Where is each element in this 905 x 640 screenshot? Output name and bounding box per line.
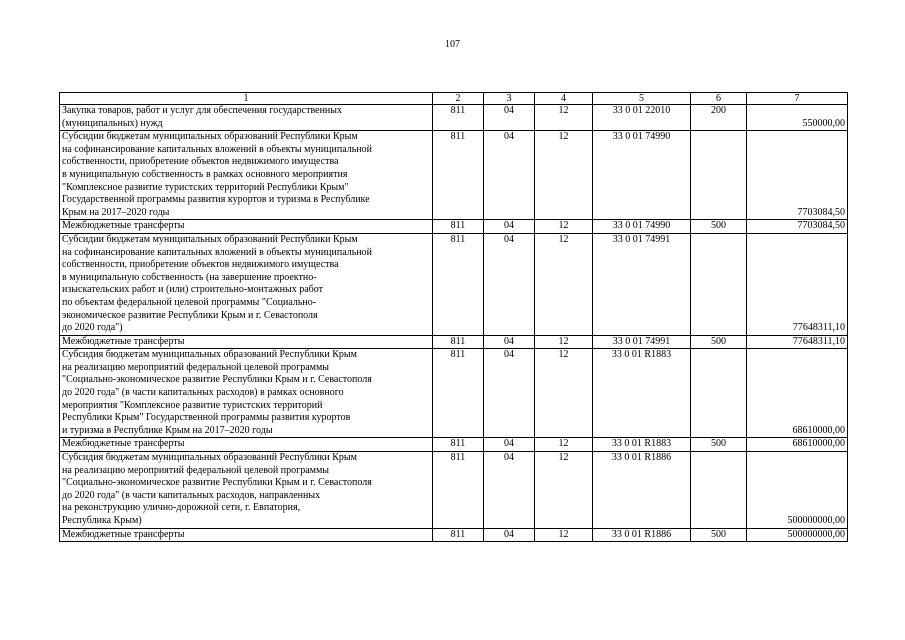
- row-col5-cell: 33 0 01 22010: [593, 105, 691, 131]
- row-col6-cell: [691, 131, 747, 220]
- row-amount-cell: 500000000,00: [747, 452, 848, 529]
- row-name-cell: Субсидия бюджетам муниципальных образований Республики Крым на реализацию мероприятий федеральной целевой программы "Социально-экономическое развитие Республики Крым и г. Севастополя до 2020 года" (в части капитальных расходов) в рамках основного мероприятия "Комплексное развитие туристских территорий Республики Крым" Государственной программы развития курортов и туризма в Республике Крым на 2017–2020 годы: [60, 349, 433, 438]
- row-amount-cell: 68610000,00: [747, 438, 848, 452]
- row-col2-cell: 811: [433, 528, 484, 542]
- table-row: [60, 438, 848, 452]
- row-name-cell: Закупка товаров, работ и услуг для обеспечения государственных (муниципальных) нужд: [60, 105, 433, 131]
- row-name-cell: Межбюджетные трансферты: [60, 220, 433, 234]
- table-body: [60, 105, 848, 542]
- row-col4-cell: 12: [535, 438, 593, 452]
- table-row: [60, 233, 848, 335]
- row-col3-cell: 04: [484, 105, 535, 131]
- table-row: [60, 349, 848, 438]
- row-amount-cell: 68610000,00: [747, 349, 848, 438]
- row-col3-cell: 04: [484, 349, 535, 438]
- row-col2-cell: 811: [433, 438, 484, 452]
- row-col4-cell: 12: [535, 131, 593, 220]
- table-row: [60, 131, 848, 220]
- page-number: 107: [445, 39, 460, 50]
- budget-table: [59, 92, 848, 542]
- header-col-6: 6: [691, 93, 747, 105]
- row-col6-cell: 500: [691, 528, 747, 542]
- header-col-2: 2: [433, 93, 484, 105]
- row-name-cell: Субсидии бюджетам муниципальных образований Республики Крым на софинансирование капитальных вложений в объекты муниципальной собственности, приобретение объектов недвижимого имущества в муниципальную собственность в рамках основного мероприятия "Комплексное развитие туристских территорий Республики Крым" Государственной программы развития курортов и туризма в Республике Крым на 2017–2020 годы: [60, 131, 433, 220]
- row-name-cell: Субсидия бюджетам муниципальных образований Республики Крым на реализацию мероприятий федеральной целевой программы "Социально-экономическое развитие Республики Крым и г. Севастополя до 2020 года" (в части капитальных расходов, направленных на реконструкцию улично-дорожной сети, г. Евпатория, Республика Крым): [60, 452, 433, 529]
- header-row: [60, 93, 848, 105]
- row-col3-cell: 04: [484, 528, 535, 542]
- table-row: [60, 335, 848, 349]
- row-col2-cell: 811: [433, 105, 484, 131]
- row-amount-cell: 7703084,50: [747, 131, 848, 220]
- header-col-4: 4: [535, 93, 593, 105]
- row-name-cell: Межбюджетные трансферты: [60, 438, 433, 452]
- row-col2-cell: 811: [433, 131, 484, 220]
- row-col6-cell: 200: [691, 105, 747, 131]
- header-col-7: 7: [747, 93, 848, 105]
- row-col4-cell: 12: [535, 233, 593, 335]
- table-row: [60, 528, 848, 542]
- row-col4-cell: 12: [535, 105, 593, 131]
- row-col2-cell: 811: [433, 233, 484, 335]
- row-col3-cell: 04: [484, 220, 535, 234]
- row-amount-cell: 77648311,10: [747, 335, 848, 349]
- row-col3-cell: 04: [484, 438, 535, 452]
- row-col2-cell: 811: [433, 220, 484, 234]
- row-amount-cell: 7703084,50: [747, 220, 848, 234]
- row-col6-cell: 500: [691, 438, 747, 452]
- row-col4-cell: 12: [535, 349, 593, 438]
- row-name-cell: Межбюджетные трансферты: [60, 528, 433, 542]
- row-col3-cell: 04: [484, 233, 535, 335]
- row-col4-cell: 12: [535, 220, 593, 234]
- row-col3-cell: 04: [484, 131, 535, 220]
- table-row: [60, 220, 848, 234]
- row-name-cell: Субсидии бюджетам муниципальных образований Республики Крым на софинансирование капитальных вложений в объекты муниципальной собственности, приобретение объектов недвижимого имущества в муниципальную собственность (на завершение проектно- изыскательских работ и (или) строительно-монтажных работ по объектам федеральной целевой программы "Социально- экономическое развитие Республики Крым и г. Севастополя до 2020 года"): [60, 233, 433, 335]
- row-col2-cell: 811: [433, 335, 484, 349]
- row-amount-cell: 77648311,10: [747, 233, 848, 335]
- row-col6-cell: [691, 349, 747, 438]
- table-row: [60, 105, 848, 131]
- row-col6-cell: [691, 233, 747, 335]
- row-amount-cell: 500000000,00: [747, 528, 848, 542]
- row-col6-cell: 500: [691, 220, 747, 234]
- row-col4-cell: 12: [535, 528, 593, 542]
- table-row: [60, 452, 848, 529]
- row-col2-cell: 811: [433, 349, 484, 438]
- row-col5-cell: 33 0 01 74991: [593, 233, 691, 335]
- row-name-cell: Межбюджетные трансферты: [60, 335, 433, 349]
- row-col5-cell: 33 0 01 R1886: [593, 452, 691, 529]
- row-col5-cell: 33 0 01 74990: [593, 131, 691, 220]
- row-col4-cell: 12: [535, 335, 593, 349]
- row-col5-cell: 33 0 01 R1883: [593, 438, 691, 452]
- row-col3-cell: 04: [484, 452, 535, 529]
- row-col6-cell: [691, 452, 747, 529]
- row-col5-cell: 33 0 01 R1886: [593, 528, 691, 542]
- header-col-1: 1: [60, 93, 433, 105]
- header-col-3: 3: [484, 93, 535, 105]
- row-col6-cell: 500: [691, 335, 747, 349]
- row-col4-cell: 12: [535, 452, 593, 529]
- row-col5-cell: 33 0 01 R1883: [593, 349, 691, 438]
- row-col5-cell: 33 0 01 74990: [593, 220, 691, 234]
- row-col3-cell: 04: [484, 335, 535, 349]
- row-amount-cell: 550000,00: [747, 105, 848, 131]
- row-col5-cell: 33 0 01 74991: [593, 335, 691, 349]
- header-col-5: 5: [593, 93, 691, 105]
- row-col2-cell: 811: [433, 452, 484, 529]
